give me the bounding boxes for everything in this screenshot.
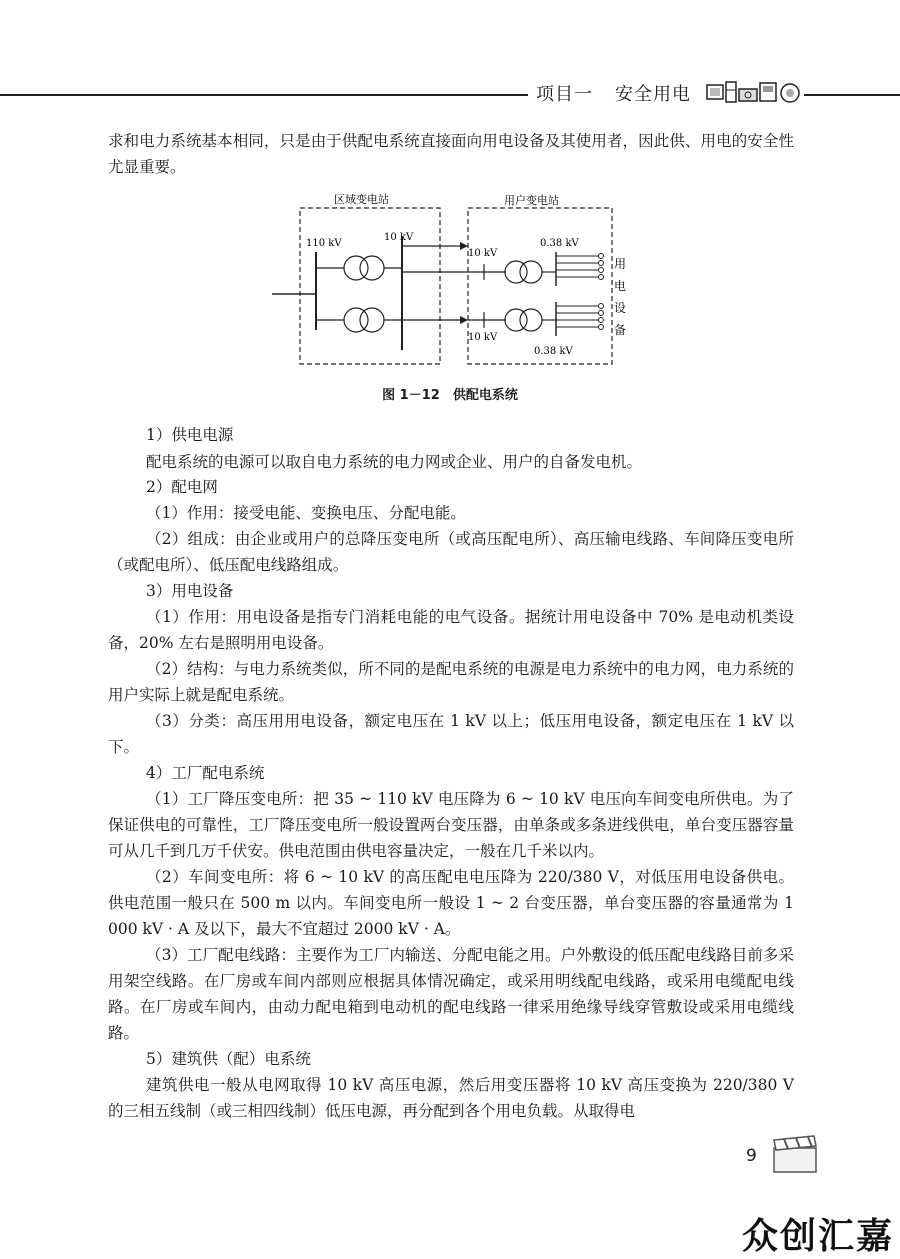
section-5-title: 5）建筑供（配）电系统 (146, 1050, 311, 1068)
transformer-coil (360, 308, 384, 332)
section-3-title: 3）用电设备 (146, 582, 234, 600)
label-equip-2: 电 (614, 279, 627, 293)
transformer-coil (344, 256, 368, 280)
section-1-title: 1）供电电源 (146, 426, 234, 444)
page-number: 9 (746, 1146, 757, 1166)
section-2-composition: （2）组成：由企业或用户的总降压变电所（或高压配电所）、高压输电线路、车间降压变电所（或配电所）、低压配电线路组成。 (108, 530, 794, 574)
section-4-distribution-lines: （3）工厂配电线路：主要作为工厂内输送、分配电能之用。户外敷设的低压配电线路目前多采用架空线路。在厂房或车间内部则应根据具体情况确定，或采用明线配电线路，或采用电缆配电线路。在厂房或车间内，由动力配电箱到电动机的配电线路一律采用绝缘导线穿管敷设或采用电缆线路。 (108, 946, 794, 1042)
watermark: 众创汇嘉 (742, 1216, 895, 1257)
clapperboard-icon (770, 1134, 820, 1174)
label-10kv-mid: 10 kV (468, 248, 498, 259)
label-10kv-top: 10 kV (384, 232, 414, 243)
header-rule-right (804, 94, 900, 96)
section-3-structure: （2）结构：与电力系统类似，所不同的是配电系统的电源是电力系统中的电力网，电力系统的用户实际上就是配电系统。 (108, 660, 794, 704)
label-equip-1: 用 (614, 257, 627, 271)
section-4-title: 4）工厂配电系统 (146, 764, 265, 782)
area-station-box (300, 208, 440, 364)
label-area-station: 区域变电站 (334, 193, 389, 206)
header-title: 安全用电 (615, 84, 691, 105)
label-10kv-bottom: 10 kV (468, 332, 498, 343)
transformer-coil (520, 309, 542, 331)
transformer-coil (520, 261, 542, 283)
section-4-factory-substation: （1）工厂降压变电所：把 35 ~ 110 kV 电压降为 6 ~ 10 kV 电压向车间变电所供电。为了保证供电的可靠性，工厂降压变电所一般设置两台变压器，由单条或多条进线供电，单台变压器容量可从几千到几万千伏安。供电范围由供电容量决定，一般在几千米以内。 (108, 790, 794, 860)
header-rule-left (0, 94, 528, 96)
appliance-icons (706, 80, 802, 106)
section-3-classification: （3）分类：高压用用电设备，额定电压在 1 kV 以上；低压用电设备，额定电压在 1 kV 以下。 (108, 712, 794, 756)
label-038kv-bottom: 0.38 kV (534, 346, 573, 357)
section-3-function: （1）作用：用电设备是指专门消耗电能的电气设备。据统计用电设备中 70% 是电动机类设备，20% 左右是照明用电设备。 (108, 608, 794, 652)
transformer-coil (360, 256, 384, 280)
transformer-coil (344, 308, 368, 332)
section-2-function: （1）作用：接受电能、变换电压、分配电能。 (146, 504, 466, 522)
section-5-text: 建筑供电一般从电网取得 10 kV 高压电源，然后用变压器将 10 kV 高压变换为 220/380 V 的三相五线制（或三相四线制）低压电源，再分配到各个用电负载。从取得电 (108, 1076, 794, 1120)
figure-caption: 图 1－12 供配电系统 (382, 388, 518, 403)
intro-paragraph: 求和电力系统基本相同，只是由于供配电系统直接面向用电设备及其使用者，因此供、用电的安全性尤显重要。 (108, 132, 794, 176)
label-038kv-top: 0.38 kV (540, 238, 579, 249)
header-project: 项目一 (536, 84, 593, 105)
label-equip-3: 设 (614, 301, 627, 315)
section-2-title: 2）配电网 (146, 478, 218, 496)
running-header (536, 80, 691, 106)
supply-distribution-diagram (272, 190, 632, 370)
section-4-workshop-substation: （2）车间变电所：将 6 ~ 10 kV 的高压配电电压降为 220/380 V，对低压用电设备供电。供电范围一般只在 500 m 以内。车间变电所一般设 1 ~ 2 台变压器，单台变压器的容量通常为 1 000 kV · A 及以下，最大不宜超过 2000 kV · A。 (108, 868, 794, 938)
label-user-station: 用户变电站 (504, 194, 559, 207)
label-110kv: 110 kV (306, 238, 342, 249)
section-1-text: 配电系统的电源可以取自电力系统的电力网或企业、用户的自备发电机。 (146, 453, 643, 471)
label-equip-4: 备 (614, 323, 627, 337)
